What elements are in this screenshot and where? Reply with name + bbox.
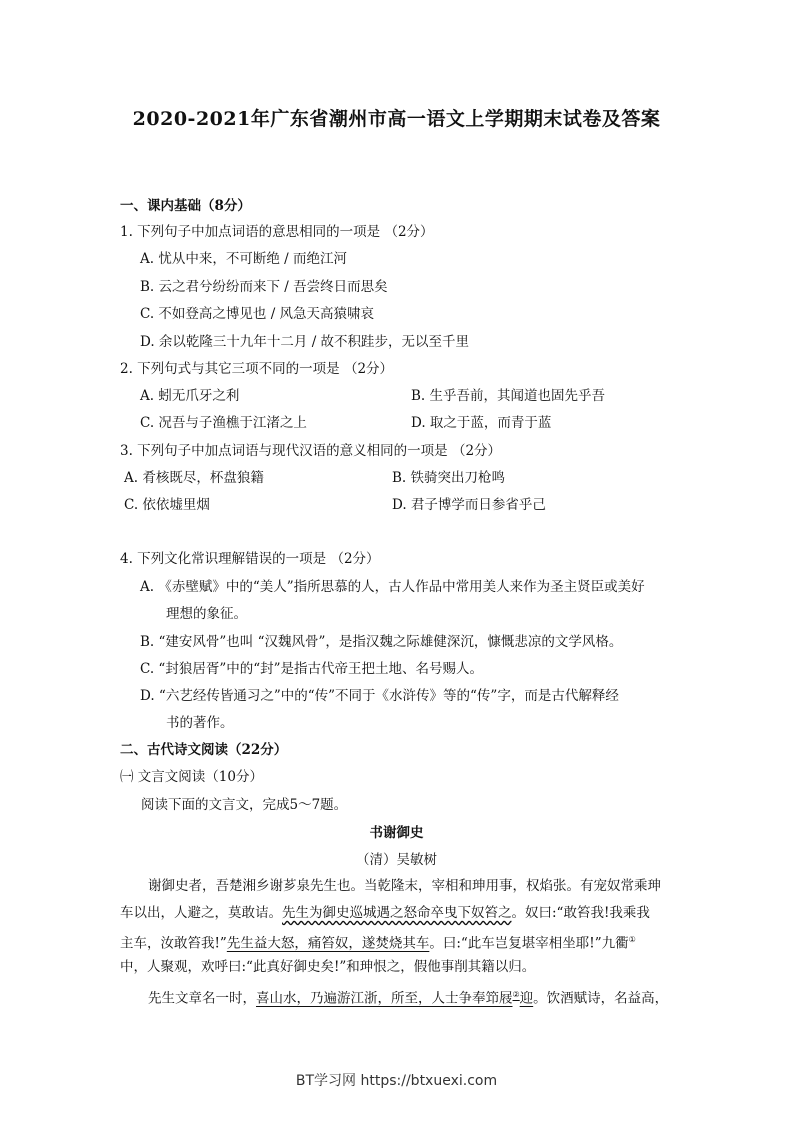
q4-option-c: C. “封狼居胥”中的“封”是指古代帝王把土地、名号赐人。 bbox=[140, 661, 484, 677]
q1-option-b: B. 云之君兮纷纷而来下 / 吾尝终日而思矣 bbox=[140, 279, 388, 295]
footnote-marker: ① bbox=[628, 935, 636, 944]
wavy-underlined-sentence: 先生为御史巡城遇之怒命卒曳下奴笞之 bbox=[282, 905, 512, 921]
q4-stem: 4. 下列文化常识理解错误的一项是 （2分） bbox=[120, 551, 380, 567]
q3-option-c: C. 依依墟里烟 bbox=[124, 497, 210, 513]
q3-option-a: A. 肴核既尽，杯盘狼籍 bbox=[124, 470, 264, 486]
text-span: 主车，汝敢笞我!” bbox=[120, 935, 227, 952]
text-span: 。奴曰:“敢笞我!我乘我 bbox=[511, 905, 650, 921]
footnote-marker: ② bbox=[512, 990, 520, 999]
text-span: 。饮酒赋诗，名益高， bbox=[533, 990, 669, 1007]
q1-option-d: D. 余以乾隆三十九年十二月 / 故不积跬步，无以至千里 bbox=[140, 334, 470, 350]
q4-option-a-line1: A. 《赤壁赋》中的“美人”指所思慕的人，古人作品中常用美人来作为圣主贤臣或美好 bbox=[140, 579, 645, 595]
underlined-sentence: 喜山水，乃遍游江浙，所至，人士争奉笻屐 bbox=[256, 990, 513, 1007]
text-span: 先生文章名一时， bbox=[148, 990, 256, 1007]
underlined-sentence-end: 迎 bbox=[519, 990, 534, 1007]
q4-option-d-line1: D. “六艺经传皆通习之”中的“传”不同于《水浒传》等的“传”字，而是古代解释经 bbox=[140, 688, 619, 704]
q4-option-b: B. “建安风骨”也叫 “汉魏风骨”，是指汉魏之际雄健深沉，慷慨悲凉的文学风格。 bbox=[140, 634, 623, 650]
underlined-sentence: 先生益大怒，痛笞奴，遂焚烧其车 bbox=[226, 935, 430, 952]
q2-option-b: B. 生乎吾前，其闻道也固先乎吾 bbox=[411, 388, 606, 404]
passage-p1-line3 bbox=[120, 930, 636, 954]
q2-option-c: C. 况吾与子渔樵于江渚之上 bbox=[140, 415, 307, 431]
passage-title: 书谢御史 bbox=[369, 825, 424, 841]
q3-option-d: D. 君子博学而日参省乎己 bbox=[392, 497, 546, 513]
section1-heading: 一、课内基础（8分） bbox=[120, 198, 251, 214]
passage-p1-line2 bbox=[120, 903, 650, 923]
q2-option-d: D. 取之于蓝，而青于蓝 bbox=[411, 415, 552, 431]
q2-stem: 2. 下列句式与其它三项不同的一项是 （2分） bbox=[120, 361, 394, 377]
q1-option-a: A. 忧从中来，不可断绝 / 而绝江河 bbox=[140, 251, 347, 267]
q4-option-a-line2: 理想的象征。 bbox=[166, 606, 247, 622]
text-span: 车以出，人避之，莫敢诘。 bbox=[120, 905, 282, 921]
section2-sub1: ㈠ 文言文阅读（10分） bbox=[120, 769, 263, 785]
q1-option-c: C. 不如登高之博见也 / 风急天高猿啸哀 bbox=[140, 306, 375, 322]
section2-heading: 二、古代诗文阅读（22分） bbox=[120, 742, 288, 758]
q1-stem: 1. 下列句子中加点词语的意思相同的一项是 （2分） bbox=[120, 224, 434, 240]
passage-p2-line1 bbox=[148, 985, 668, 1009]
reading-instruction: 阅读下面的文言文，完成5～7题。 bbox=[141, 797, 348, 813]
q3-stem: 3. 下列句子中加点词语与现代汉语的意义相同的一项是 （2分） bbox=[120, 443, 502, 459]
passage-p1-line4: 中，人聚观，欢呼曰:“此真好御史矣!”和珅恨之，假他事削其籍以归。 bbox=[120, 959, 536, 975]
q2-option-a: A. 蚓无爪牙之利 bbox=[140, 388, 240, 404]
passage-author: （清）吴敏树 bbox=[356, 852, 437, 868]
document-title: 2020-2021年广东省潮州市高一语文上学期期末试卷及答案 bbox=[132, 108, 661, 130]
q4-option-d-line2: 书的著作。 bbox=[166, 715, 234, 731]
q3-option-b: B. 铁骑突出刀枪鸣 bbox=[392, 470, 506, 486]
text-span: 。曰:“此车岂复堪宰相坐耶!”九衢 bbox=[429, 935, 629, 952]
passage-p1-line1: 谢御史者，吾楚湘乡谢芗泉先生也。当乾隆末，宰相和珅用事，权焰张。有宠奴常乘珅 bbox=[148, 878, 661, 894]
footer-watermark: BT学习网 https://btxuexi.com bbox=[295, 1073, 498, 1089]
